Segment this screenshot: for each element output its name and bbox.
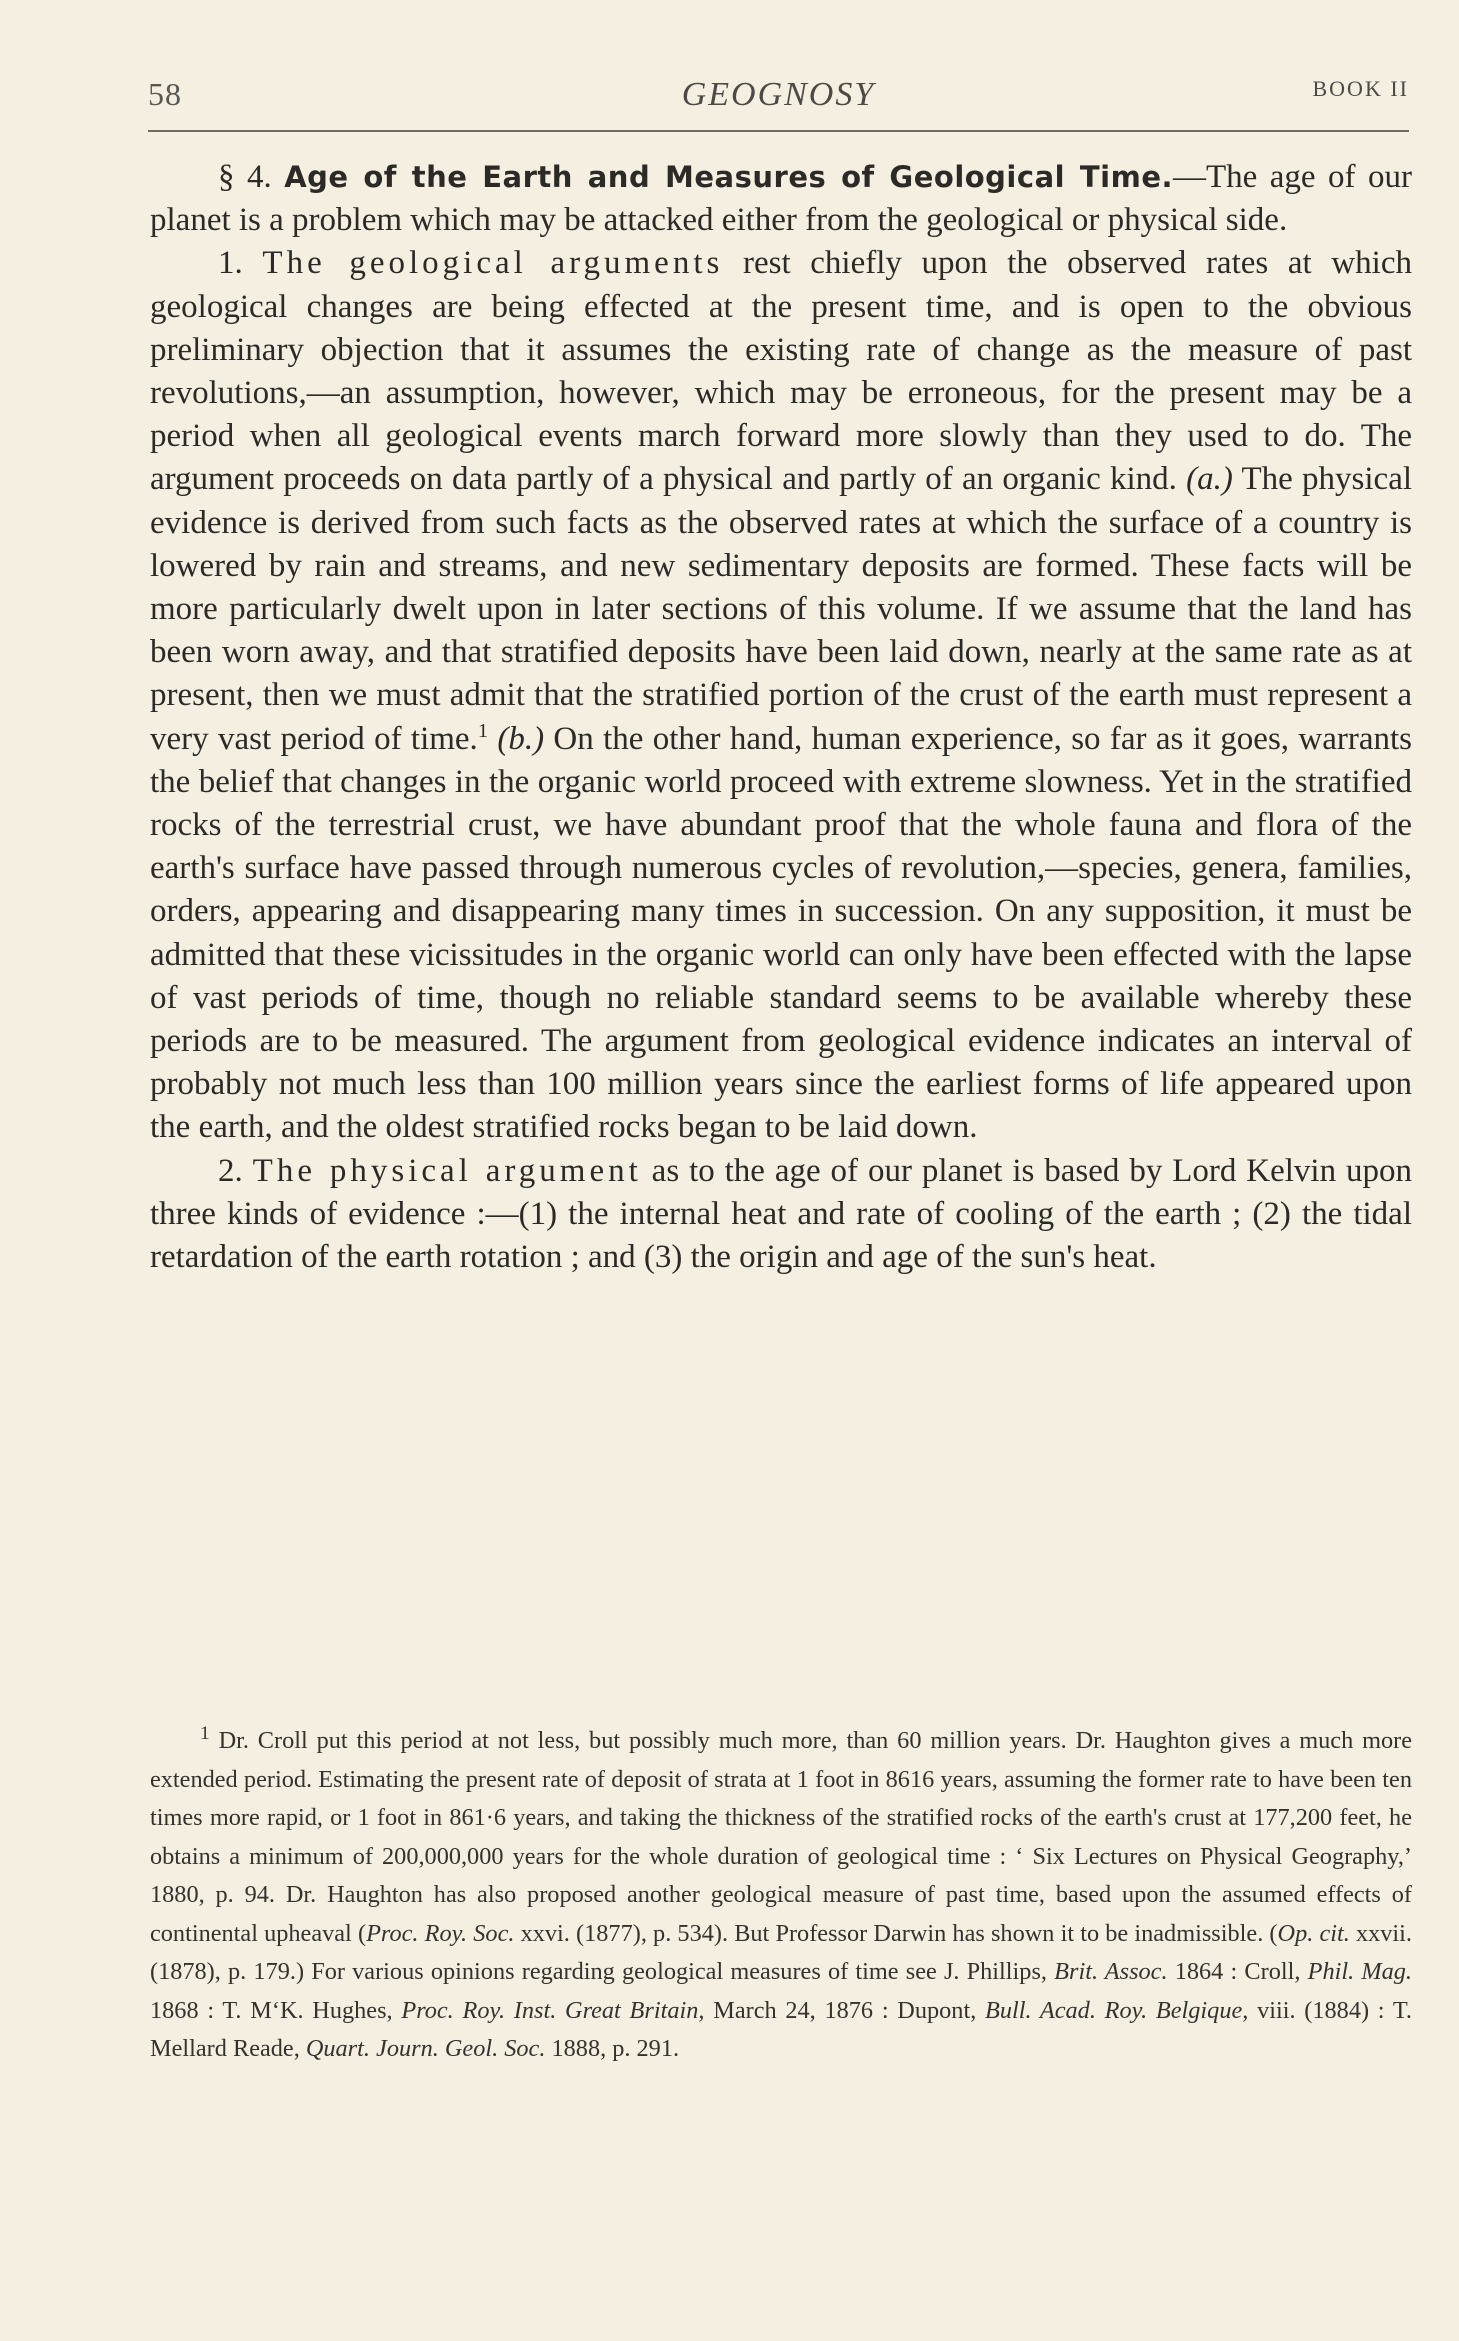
citation: Proc. Roy. Soc. [366,1919,515,1947]
section-intro-paragraph [150,156,1412,242]
page-number: 58 [148,76,182,112]
footnote-text: xxvi. (1877), p. 534). But Professor Darwin has shown it to be inadmissible. ( [514,1919,1278,1947]
paragraph-lead: The physical argument [252,1152,642,1189]
citation: Proc. Roy. Inst. Great Britain, [401,1996,705,2024]
citation: Quart. Journ. Geol. Soc. [305,2035,546,2062]
footnote-mark: 1 [200,1722,210,1744]
page-header [148,74,1409,132]
paragraph-geological-arguments [150,242,1412,1149]
label-a: (a.) [1186,461,1233,498]
citation: Brit. Assoc. [1054,1958,1168,1985]
footnote-text: viii. (1884) : T. Mellard Reade, [150,1996,1412,2062]
paragraph-text: rest chiefly upon the observed rates at which geological changes are being effected at the present time, and is open to the obvious preliminary objection that it assumes the existing rate of change as the measure of past revolutions,—an assumption, however, which may be erroneous, for the present may be a period when all geological events march forward more slowly than they used to do. The argument proceeds on data partly of a physical and partly of an organic kind. [150,245,1413,498]
main-text [150,156,1412,1279]
section-symbol: § 4. [218,159,272,195]
citation: Phil. Mag. [1307,1958,1412,1985]
paragraph-number: 2. [218,1152,243,1189]
footnote-1 [150,1722,1412,2069]
paragraph-text: The physical evidence is derived from such facts as the observed rates at which the surface of a country is lowered by rain and streams, and new sedimentary deposits are formed. These facts will be more particularly dwelt upon in later sections of this volume. If we assume that the land has been worn away, and that stratified deposits have been laid down, nearly at the same rate as at present, then we must admit that the stratified portion of the crust of the earth must represent a very vast period of time. [150,461,1413,757]
paragraph-text: as to the age of our planet is based by Lord Kelvin upon three kinds of evidence :—(1) the internal heat and rate of cooling of the earth ; (2) the tidal retardation of the earth rotation ; and (3) the origin and age of the sun's heat. [150,1152,1412,1276]
paragraph-number: 1. [218,245,243,282]
footnote-text: March 24, 1876 : Dupont, [704,1996,986,2024]
footnote-reference[interactable]: 1 [477,719,489,742]
book-label: BOOK II [1312,76,1409,101]
running-title: GEOGNOSY [681,76,876,113]
label-b: (b.) [497,720,545,757]
footnote-text: 1868 : T. M‘K. Hughes, [150,1996,402,2024]
section-intro: —The age of our planet is a problem which may be attacked either from the geological or physical side. [150,159,1412,239]
footnote-text: 1864 : Croll, [1167,1958,1308,1985]
footnote-text: 1888, p. 291. [545,2035,680,2062]
section-heading: Age of the Earth and Measures of Geological Time. [284,160,1174,194]
footnote-text: Dr. Croll put this period at not less, but possibly much more, than 60 million years. Dr. Haughton gives a much more extended period. Estimating the present rate of deposit of strata at 1 foot in 8616 years, assuming the former rate to have been ten times more rapid, or 1 foot in 861·6 years, and taking the thickness of the stratified rocks of the earth's crust at 177,200 feet, he obtains a minimum of 200,000,000 years for the whole duration of geological time : ‘ Six Lectures on Physical Geography,’ 1880, p. 94. Dr. Haughton has also proposed another geological measure of past time, based upon the assumed effects of continental upheaval ( [150,1727,1412,1947]
paragraph-physical-argument [150,1150,1412,1280]
footnotes [150,1722,1412,2069]
paragraph-lead: The geological arguments [262,245,724,282]
footnote-text: xxvii. (1878), p. 179.) For various opinions regarding geological measures of time see J. Phillips, [150,1919,1413,1985]
citation: Op. cit. [1277,1919,1350,1947]
citation: Bull. Acad. Roy. Belgique, [985,1996,1249,2024]
paragraph-text: On the other hand, human experience, so far as it goes, warrants the belief that changes in the organic world proceed with extreme slowness. Yet in the stratified rocks of the terrestrial crust, we have abundant proof that the whole fauna and flora of the earth's surface have passed through numerous cycles of revolution,—species, genera, families, orders, appearing and disappearing many times in succession. On any supposition, it must be admitted that these vicissitudes in the organic world can only have been effected with the lapse of vast periods of time, though no reliable standard seems to be available whereby these periods are to be measured. The argument from geological evidence indicates an interval of probably not much less than 100 million years since the earliest forms of life appeared upon the earth, and the oldest stratified rocks began to be laid down. [150,720,1412,1146]
